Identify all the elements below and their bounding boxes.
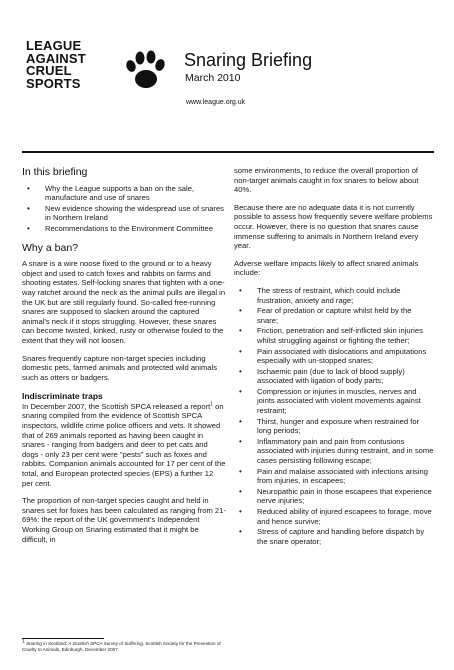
list-item: • Friction, penetration and self-inflicted skin injuries whilst struggling against or fighting the tether; bbox=[239, 326, 423, 345]
list-item: • Why the League supports a ban on the sale, manufacture and use of snares bbox=[27, 183, 195, 203]
briefing-heading: In this briefing bbox=[22, 166, 88, 178]
right-paragraph-3: Adverse welfare impacts likely to affect snared animals include: bbox=[234, 258, 419, 278]
logo-line: SPORTS bbox=[26, 75, 81, 91]
list-item: • Pain associated with dislocations and amputations especially with un-stopped snares; bbox=[239, 346, 427, 366]
right-paragraph-2: Because there are no adequate data it is not currently possible to assess how frequently severe welfare problems occur. However, there is no question that snares cause immense suffering to animals in Northern Ireland every year. bbox=[234, 202, 433, 251]
page-title: Snaring Briefing bbox=[184, 50, 313, 70]
list-item: • Stress of capture and handling before dispatch by the snare operator; bbox=[239, 527, 425, 546]
list-item: • Ischaemic pain (due to lack of blood supply) associated with ligation of body parts; bbox=[239, 366, 405, 386]
list-item: • Fear of predation or capture whilst held by the snare; bbox=[239, 306, 412, 325]
paw-print-icon bbox=[121, 46, 169, 94]
logo-line: CRUEL bbox=[26, 63, 72, 78]
list-item: • Thirst, hunger and exposure when restrained for long periods; bbox=[239, 416, 420, 436]
why-ban-heading: Why a ban? bbox=[22, 241, 79, 254]
traps-paragraph-1: In December 2007, the Scottish SPCA released a report$^1$ on snaring compiled from the evidence of Scottish SPCA inspectors, wildlife crime police officers and vets. It showed that of 269 animals reported as having been caught in snares - ranging from badgers and deer to pet cats and dogs - only 23 per cent were "pests" such as foxes and rabbits. Companion animals accounted for 17 per cent of the total, and European protected species (EPS) a further 12 per cent. bbox=[22, 401, 226, 488]
list-item: • Compression or injuries in muscles, nerves and joints associated with violent movements against restraint; bbox=[239, 386, 421, 416]
list-item: • Reduced ability of injured escapees to forage, move and hence survive; bbox=[239, 507, 432, 526]
footnote-title: Snaring in Scotland: A Scottish SPCA Survey of Suffering bbox=[26, 641, 143, 646]
list-item: • The stress of restraint, which could include frustration, anxiety and rage; bbox=[239, 285, 401, 305]
traps-paragraph-2: The proportion of non-target species caught and held in snares set for foxes has been calculated as ranging from 21-69%: the report of the UK government's Independent Working Group on Snaring estimated that it might be difficult, in bbox=[22, 496, 226, 544]
welfare-impacts-list bbox=[234, 286, 434, 546]
publication-date: March 2010 bbox=[185, 72, 241, 84]
why-paragraph-1: A snare is a wire noose fixed to the ground or to a heavy object and used to catch foxes and rabbits on farms and shooting estates. Self-locking snares that tighten with a one-way ratchet around the neck as the animal pulls are illegal in the UK but are still regularly found. So-called free-running snares are supposed to slacken around the captured animal's neck if it stops struggling. However, these snares can become twisted, kinked, rusty or otherwise fouled to the extent that they will not loosen. bbox=[22, 259, 226, 345]
list-item: • Pain and malaise associated with infections arising from injuries, in escapees; bbox=[239, 466, 428, 486]
why-paragraph-2: Snares frequently capture non-target species including domestic pets, farmed animals and protected wild animals such as otters or badgers. bbox=[22, 353, 217, 382]
list-item: • Inflammatory pain and pain from contusions associated with injuries during restraint, and in some cases persisting following escape; bbox=[239, 436, 434, 466]
league-logo bbox=[26, 40, 176, 110]
right-paragraph-1: some environments, to reduce the overall proportion of non-target animals caught in fox snares to below about 40%. bbox=[234, 166, 419, 195]
website-link[interactable]: www.league.org.uk bbox=[186, 99, 246, 106]
logo-line: LEAGUE bbox=[26, 38, 82, 53]
header-divider bbox=[22, 151, 434, 153]
logo-line: AGAINST bbox=[26, 50, 86, 66]
indiscriminate-traps-heading: Indiscriminate traps bbox=[22, 391, 103, 402]
footnote-ref: 1 bbox=[210, 401, 214, 408]
list-item: • New evidence showing the widespread use of snares in Northern Ireland bbox=[27, 203, 224, 223]
right-column bbox=[234, 166, 434, 555]
briefing-list bbox=[22, 184, 226, 234]
footnote: $^1$ Snaring in Scotland: A Scottish SPCA Survey of Suffering, Scottish Society for the Prevention of Cruelty to Animals, Edinburgh, December 2007 bbox=[22, 638, 221, 652]
list-item: • Recommendations to the Environment Committee bbox=[27, 223, 213, 233]
logo-wordmark bbox=[26, 40, 86, 90]
left-column bbox=[22, 168, 226, 552]
list-item: • Neuropathic pain in those escapees that experience nerve injuries; bbox=[239, 486, 432, 506]
footnote-divider bbox=[22, 638, 104, 639]
